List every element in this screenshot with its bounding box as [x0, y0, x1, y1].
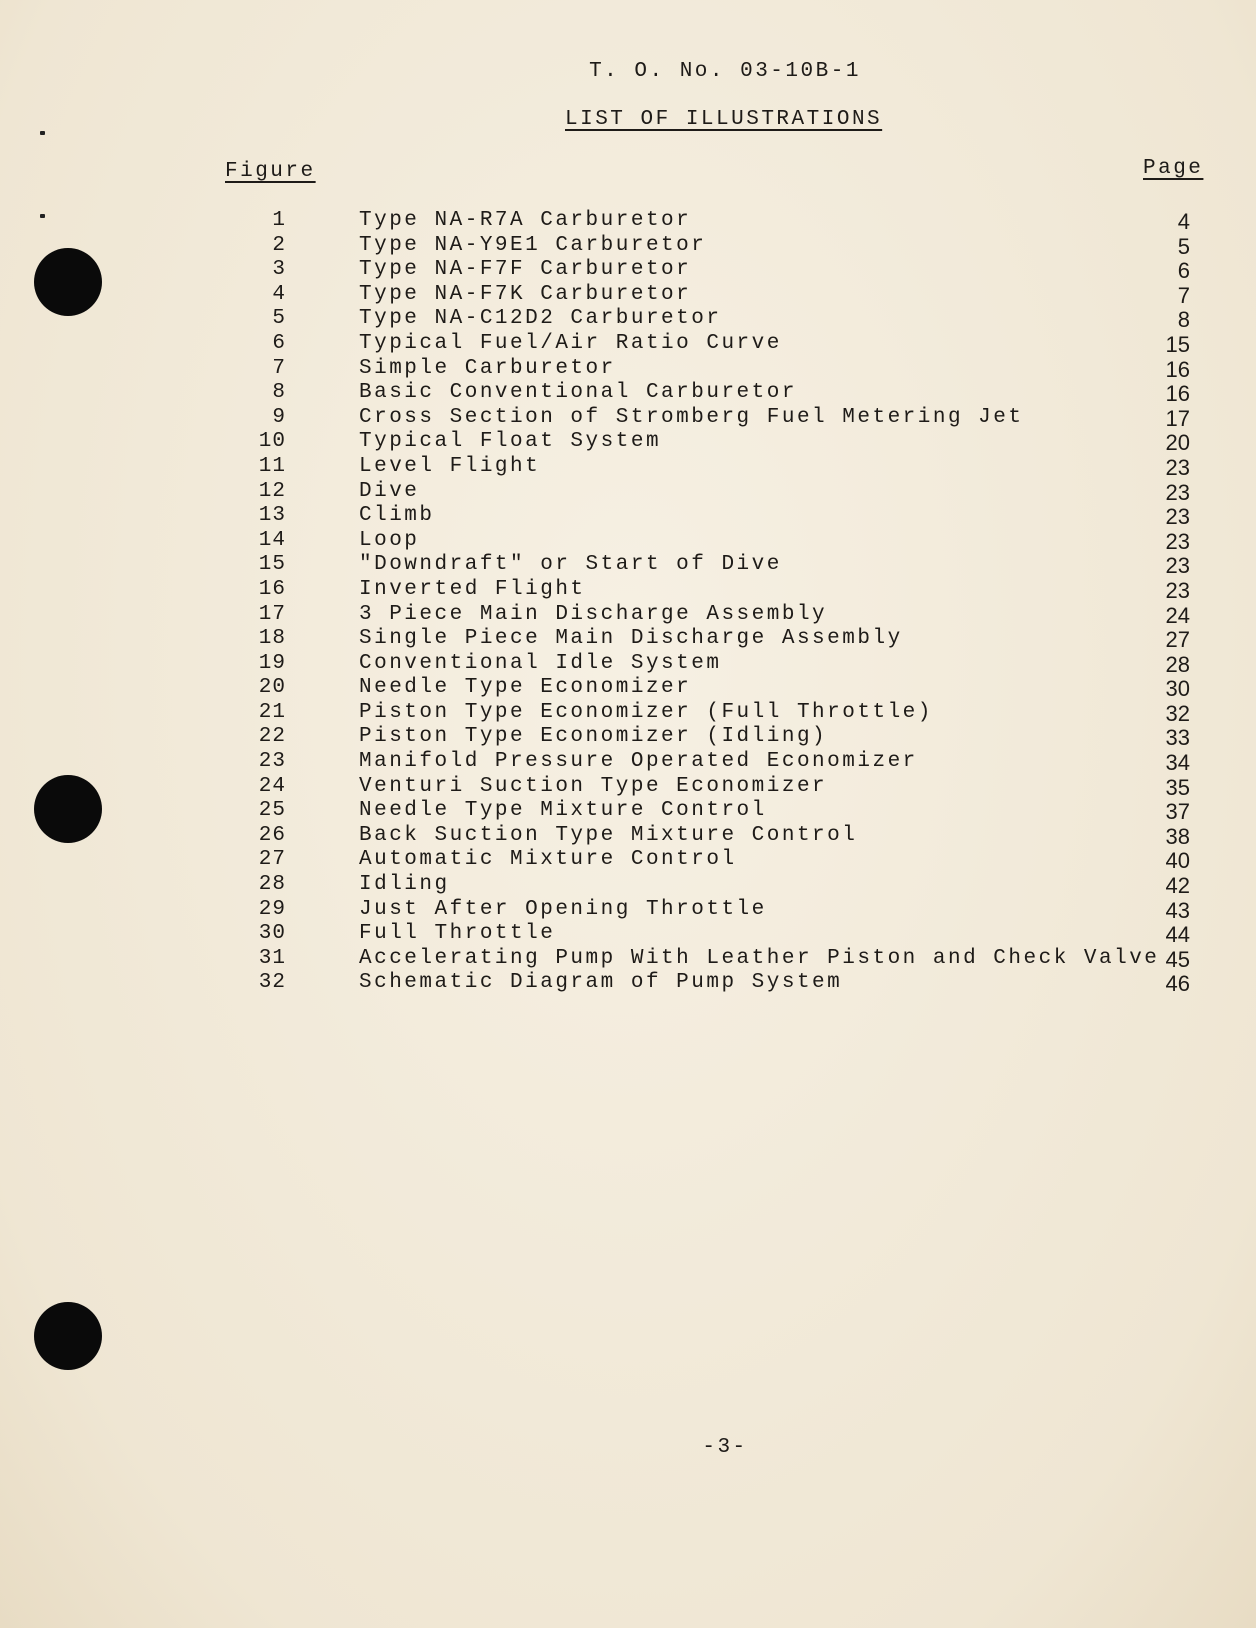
figure-caption: Schematic Diagram of Pump System: [359, 971, 843, 995]
page-number-ref: 30: [1165, 676, 1190, 702]
figure-number: 10: [258, 430, 286, 454]
figure-number: 16: [258, 577, 286, 601]
list-item: [0, 947, 1256, 972]
list-item: [0, 430, 1256, 455]
figure-number: 3: [272, 258, 286, 282]
page-number-ref: 23: [1165, 504, 1190, 530]
figure-caption: Back Suction Type Mixture Control: [359, 823, 858, 847]
page-number-ref: 7: [1177, 282, 1190, 308]
figure-caption: Manifold Pressure Operated Economizer: [359, 750, 918, 774]
list-item: [0, 283, 1256, 308]
page-number-ref: 15: [1165, 331, 1190, 357]
list-item: [0, 922, 1256, 947]
figure-caption: Accelerating Pump With Leather Piston and Check Valve: [359, 946, 1160, 970]
figure-caption: Climb: [359, 504, 435, 528]
page-number-ref: 44: [1165, 922, 1190, 948]
page-number-ref: 16: [1165, 356, 1190, 382]
page-number-ref: 17: [1165, 405, 1190, 431]
figure-caption: Type NA-Y9E1 Carburetor: [359, 233, 707, 257]
figure-caption: Just After Opening Throttle: [359, 897, 767, 921]
figure-number: 12: [258, 479, 286, 503]
figure-caption: Piston Type Economizer (Full Throttle): [359, 700, 933, 724]
figure-number: 20: [258, 676, 286, 700]
figure-number: 28: [258, 873, 286, 897]
page-number-ref: 43: [1165, 897, 1190, 923]
figure-caption: Type NA-C12D2 Carburetor: [359, 307, 722, 331]
figure-caption: Basic Conventional Carburetor: [359, 381, 797, 405]
page-number-ref: 8: [1177, 307, 1190, 333]
page-number-ref: 45: [1165, 946, 1190, 972]
figure-caption: Cross Section of Stromberg Fuel Metering Jet: [359, 405, 1024, 429]
figure-caption: "Downdraft" or Start of Dive: [359, 553, 782, 577]
document-number: T. O. No. 03-10B-1: [589, 60, 861, 83]
figure-number: 22: [258, 725, 286, 749]
page-number-ref: 38: [1165, 823, 1190, 849]
list-item: [0, 381, 1256, 406]
list-item: [0, 652, 1256, 677]
list-item: [0, 701, 1256, 726]
page-number-ref: 24: [1165, 602, 1190, 628]
figure-number: 6: [272, 331, 286, 355]
page-title: LIST OF ILLUSTRATIONS: [565, 108, 883, 131]
page-number-ref: 23: [1165, 454, 1190, 480]
figure-caption: Level Flight: [359, 454, 541, 478]
list-item: [0, 307, 1256, 332]
ink-speck: [40, 131, 45, 135]
page-number: -3-: [702, 1436, 748, 1459]
list-item: [0, 480, 1256, 505]
list-item: [0, 209, 1256, 234]
list-item: [0, 627, 1256, 652]
list-item: [0, 873, 1256, 898]
list-item: [0, 234, 1256, 259]
list-item: [0, 553, 1256, 578]
list-item: [0, 258, 1256, 283]
figure-caption: Type NA-F7F Carburetor: [359, 258, 692, 282]
page-number-ref: 27: [1165, 627, 1190, 653]
page-column-header: Page: [1143, 157, 1204, 180]
figure-number: 30: [258, 922, 286, 946]
figure-column-header: Figure: [225, 160, 316, 183]
list-item: [0, 603, 1256, 628]
figure-caption: Conventional Idle System: [359, 651, 722, 675]
page-number-ref: 35: [1165, 774, 1190, 800]
list-item: [0, 529, 1256, 554]
list-item: [0, 578, 1256, 603]
page-number-ref: 23: [1165, 479, 1190, 505]
list-item: [0, 725, 1256, 750]
figure-caption: Venturi Suction Type Economizer: [359, 774, 828, 798]
list-item: [0, 799, 1256, 824]
figure-caption: Needle Type Mixture Control: [359, 799, 767, 823]
figure-number: 18: [258, 627, 286, 651]
figure-number: 8: [272, 381, 286, 405]
figure-caption: Type NA-F7K Carburetor: [359, 282, 692, 306]
list-item: [0, 775, 1256, 800]
page-number-ref: 34: [1165, 750, 1190, 776]
binder-hole: [34, 1302, 102, 1370]
page-number-ref: 16: [1165, 381, 1190, 407]
figure-caption: Simple Carburetor: [359, 356, 616, 380]
figure-caption: Full Throttle: [359, 922, 556, 946]
figure-number: 31: [258, 946, 286, 970]
page-number-ref: 37: [1165, 799, 1190, 825]
page-number-ref: 23: [1165, 577, 1190, 603]
page-number-ref: 6: [1177, 258, 1190, 284]
figure-caption: Automatic Mixture Control: [359, 848, 737, 872]
figure-number: 2: [272, 233, 286, 257]
figure-number: 11: [258, 454, 286, 478]
figure-caption: Type NA-R7A Carburetor: [359, 209, 692, 232]
page-number-ref: 46: [1165, 971, 1190, 997]
figure-number: 5: [272, 307, 286, 331]
figure-caption: Needle Type Economizer: [359, 676, 692, 700]
figure-number: 26: [258, 823, 286, 847]
figure-caption: Idling: [359, 873, 450, 897]
list-item: [0, 406, 1256, 431]
figure-caption: Typical Float System: [359, 430, 662, 454]
figure-caption: Dive: [359, 479, 420, 503]
figure-caption: Typical Fuel/Air Ratio Curve: [359, 331, 782, 355]
page-number-ref: 42: [1165, 873, 1190, 899]
list-item: [0, 848, 1256, 873]
page-number-ref: 4: [1177, 209, 1190, 234]
list-item: [0, 504, 1256, 529]
figure-number: 19: [258, 651, 286, 675]
figure-number: 21: [258, 700, 286, 724]
figure-number: 24: [258, 774, 286, 798]
list-item: [0, 824, 1256, 849]
figure-number: 4: [272, 282, 286, 306]
page-number-ref: 23: [1165, 528, 1190, 554]
figure-number: 17: [258, 602, 286, 626]
figure-number: 27: [258, 848, 286, 872]
figure-number: 13: [258, 504, 286, 528]
page-number-ref: 5: [1177, 233, 1190, 259]
figure-number: 15: [258, 553, 286, 577]
illustrations-list: [0, 209, 1256, 996]
figure-caption: Loop: [359, 528, 420, 552]
figure-number: 25: [258, 799, 286, 823]
figure-caption: Inverted Flight: [359, 577, 586, 601]
page-number-ref: 33: [1165, 725, 1190, 751]
page-number-ref: 20: [1165, 430, 1190, 456]
page-number-ref: 40: [1165, 848, 1190, 874]
figure-caption: 3 Piece Main Discharge Assembly: [359, 602, 828, 626]
list-item: [0, 750, 1256, 775]
list-item: [0, 455, 1256, 480]
list-item: [0, 357, 1256, 382]
figure-number: 29: [258, 897, 286, 921]
list-item: [0, 332, 1256, 357]
figure-number: 7: [272, 356, 286, 380]
figure-caption: Single Piece Main Discharge Assembly: [359, 627, 903, 651]
list-item: [0, 971, 1256, 996]
figure-number: 23: [258, 750, 286, 774]
list-item: [0, 898, 1256, 923]
page-number-ref: 32: [1165, 700, 1190, 726]
page-number-ref: 23: [1165, 553, 1190, 579]
figure-number: 14: [258, 528, 286, 552]
figure-number: 9: [272, 405, 286, 429]
figure-caption: Piston Type Economizer (Idling): [359, 725, 828, 749]
figure-number: 32: [258, 971, 286, 995]
page-number-ref: 28: [1165, 651, 1190, 677]
figure-number: 1: [272, 209, 286, 232]
list-item: [0, 676, 1256, 701]
